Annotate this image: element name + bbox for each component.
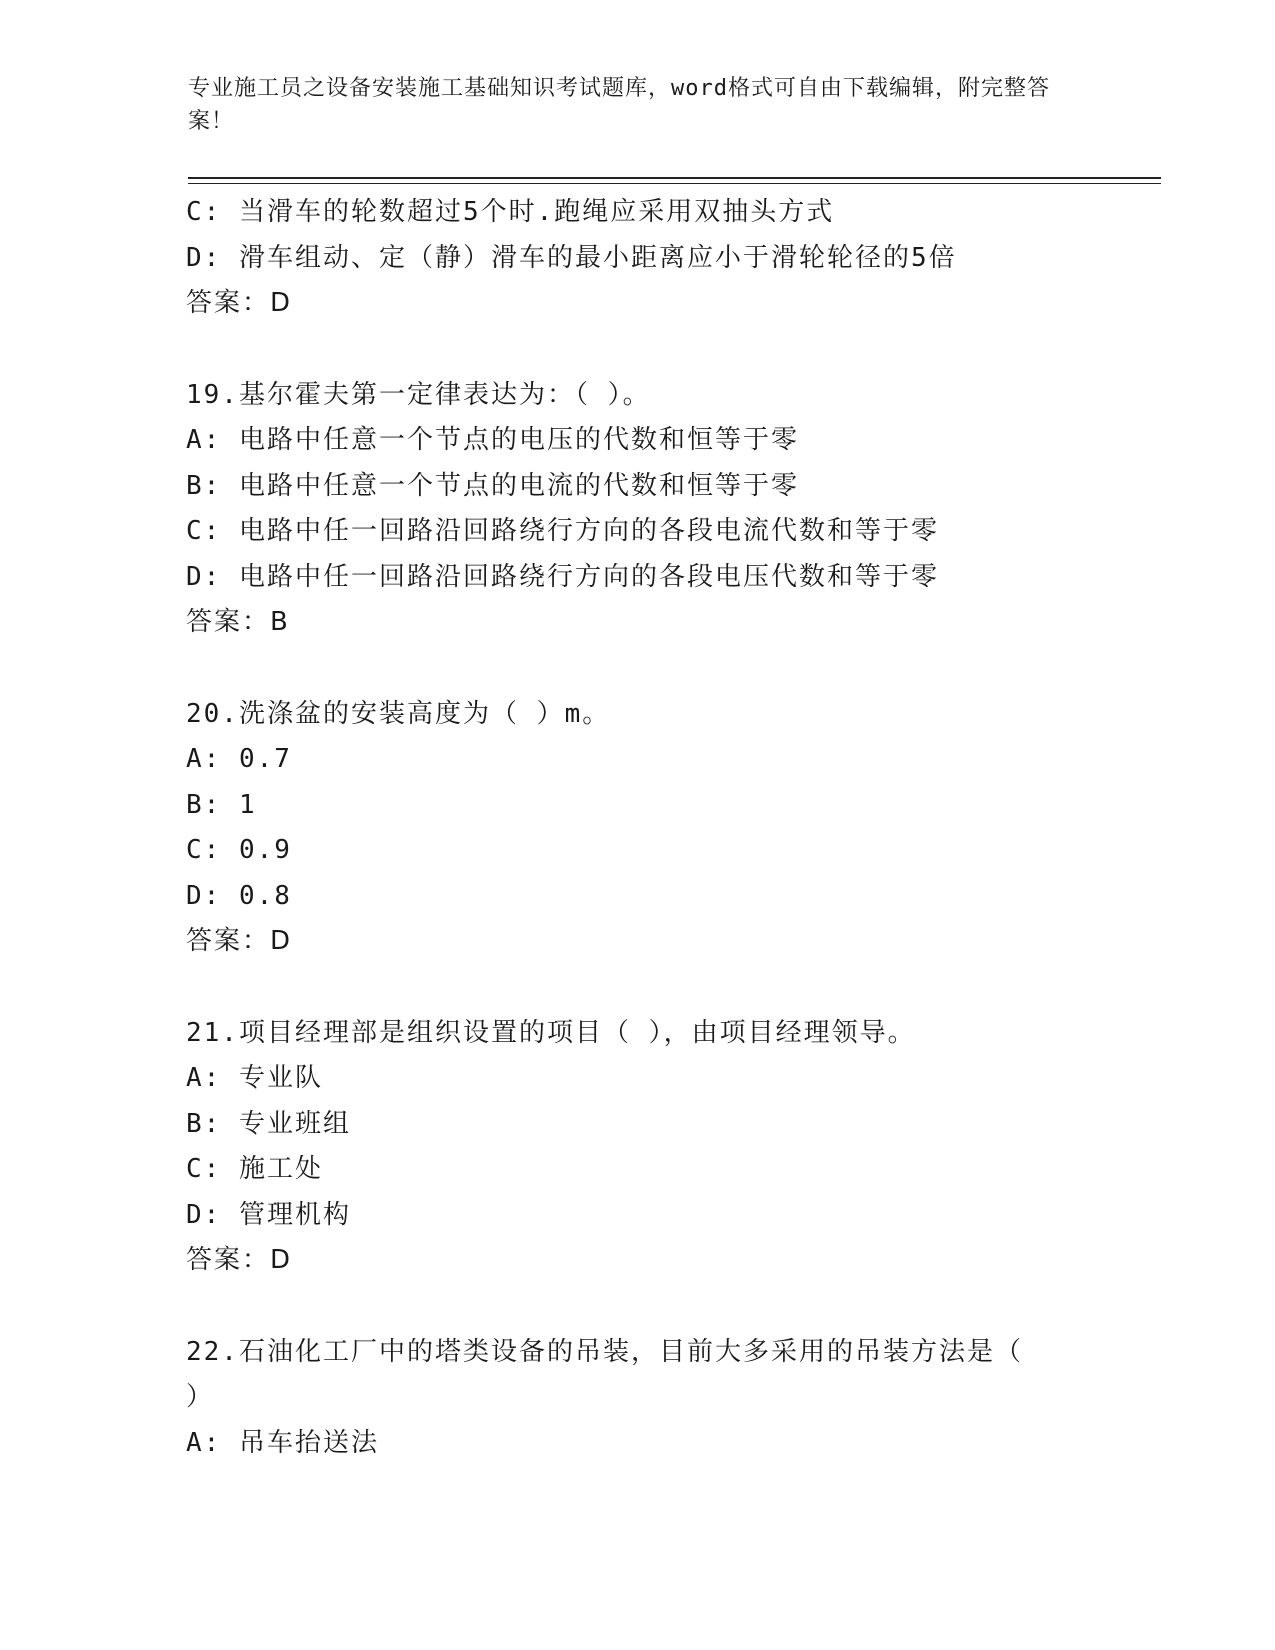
spacer <box>186 1284 1166 1330</box>
option-a: A: 电路中任意一个节点的电压的代数和恒等于零 <box>186 425 799 455</box>
spacer <box>186 327 1166 373</box>
answer: 答案：D <box>186 288 293 318</box>
option-d: D: 0.8 <box>186 880 292 911</box>
document-header: 专业施工员之设备安装施工基础知识考试题库，word格式可自由下载编辑，附完整答案！ <box>188 76 1050 134</box>
prev-question-tail <box>186 190 1166 327</box>
answer: 答案：D <box>186 1245 293 1275</box>
question-stem: 20.洗涤盆的安装高度为（ ）m。 <box>186 698 611 729</box>
option-d: D: 滑车组动、定（静）滑车的最小距离应小于滑轮轮径的5倍 <box>186 242 957 273</box>
option-a: A: 专业队 <box>186 1063 323 1093</box>
option-b: B: 电路中任意一个节点的电流的代数和恒等于零 <box>186 470 799 501</box>
header-divider-thin <box>188 183 1161 184</box>
option-c: C: 当滑车的轮数超过5个时.跑绳应采用双抽头方式 <box>186 197 835 227</box>
option-a: A: 0.7 <box>186 744 292 774</box>
question-19 <box>186 373 1166 646</box>
spacer <box>186 646 1166 692</box>
option-c: C: 电路中任一回路沿回路绕行方向的各段电流代数和等于零 <box>186 516 939 546</box>
answer: 答案：B <box>186 607 290 637</box>
spacer <box>186 965 1166 1011</box>
option-b: B: 1 <box>186 789 257 820</box>
option-a: A: 吊车抬送法 <box>186 1427 379 1458</box>
question-22 <box>186 1330 1166 1467</box>
question-21 <box>186 1011 1166 1284</box>
question-stem: 21.项目经理部是组织设置的项目（ ），由项目经理领导。 <box>186 1017 916 1048</box>
question-stem: 19.基尔霍夫第一定律表达为：（ ）。 <box>186 379 651 410</box>
option-c: C: 0.9 <box>186 835 292 865</box>
option-b: B: 专业班组 <box>186 1108 351 1139</box>
option-d: D: 管理机构 <box>186 1199 351 1230</box>
option-d: D: 电路中任一回路沿回路绕行方向的各段电压代数和等于零 <box>186 561 939 592</box>
header-divider <box>188 177 1161 179</box>
question-list <box>186 190 1166 1466</box>
question-stem: 22.石油化工厂中的塔类设备的吊装，目前大多采用的吊装方法是（ ） <box>186 1336 1023 1412</box>
question-20 <box>186 692 1166 965</box>
option-c: C: 施工处 <box>186 1154 323 1184</box>
answer: 答案：D <box>186 926 293 956</box>
